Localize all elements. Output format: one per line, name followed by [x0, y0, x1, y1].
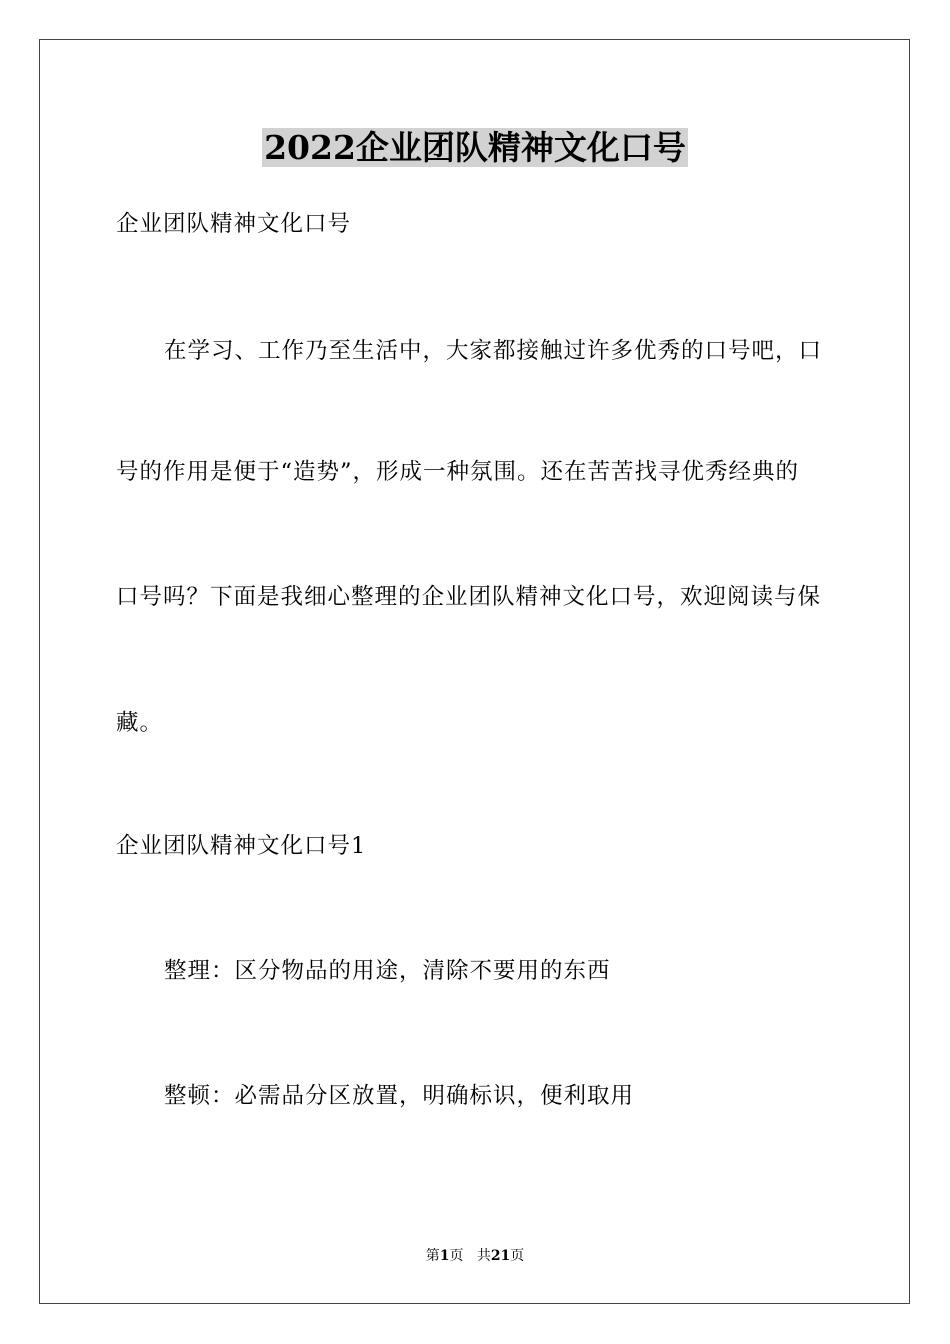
page-label-suffix: 页	[449, 1248, 464, 1264]
page-footer	[0, 1246, 950, 1266]
intro-line-3: 口号吗？下面是我细心整理的企业团队精神文化口号，欢迎阅读与保	[116, 584, 822, 610]
intro-line-2: 号的作用是便于“造势”，形成一种氛围。还在苦苦找寻优秀经典的	[116, 459, 800, 485]
list-item: 整理：区分物品的用途，清除不要用的东西	[164, 958, 611, 984]
document-title-text: 2022企业团队精神文化口号	[264, 128, 686, 167]
total-label-suffix: 页	[510, 1248, 525, 1264]
total-label-prefix: 共	[476, 1248, 491, 1264]
intro-line-4: 藏。	[116, 710, 164, 736]
list-item: 整顿：必需品分区放置，明确标识，便利取用	[164, 1083, 635, 1109]
section-heading: 企业团队精神文化口号1	[116, 833, 367, 859]
document-subtitle: 企业团队精神文化口号	[116, 211, 352, 237]
page-label-prefix: 第	[425, 1248, 440, 1264]
total-pages: 21	[490, 1248, 511, 1264]
page-number: 1	[439, 1248, 450, 1264]
document-title	[0, 124, 950, 172]
intro-line-1: 在学习、工作乃至生活中，大家都接触过许多优秀的口号吧，口	[164, 338, 823, 364]
